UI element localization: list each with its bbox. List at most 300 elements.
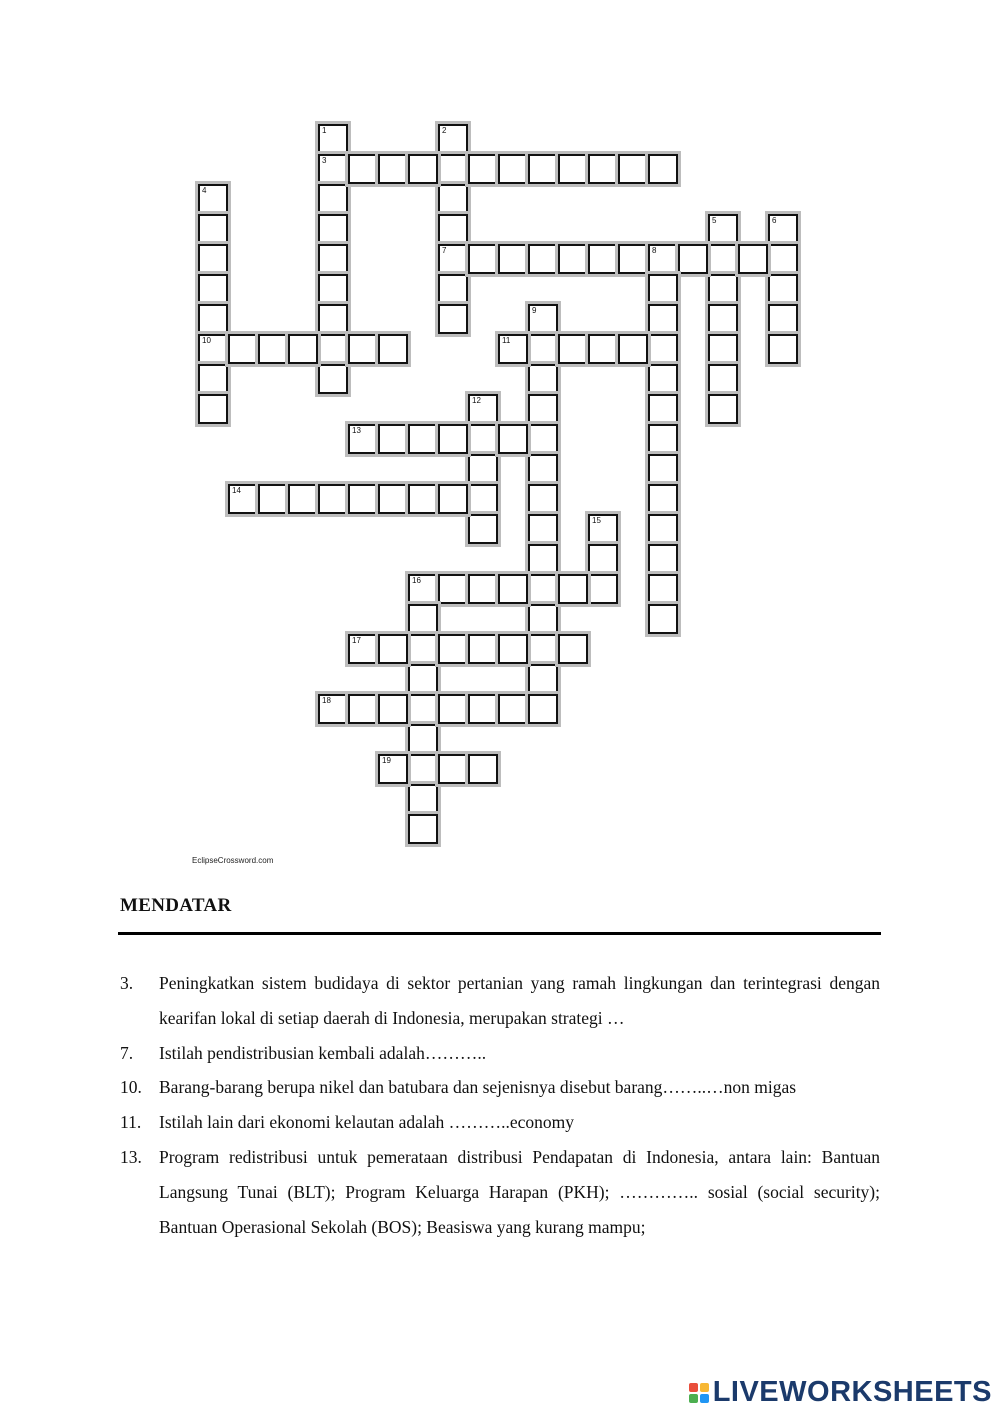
crossword-cell[interactable]	[438, 154, 468, 184]
crossword-letter-input[interactable]	[290, 486, 316, 512]
crossword-cell[interactable]	[648, 244, 678, 274]
crossword-cell[interactable]	[198, 334, 228, 364]
crossword-cell[interactable]	[318, 304, 348, 334]
crossword-cell[interactable]	[348, 484, 378, 514]
crossword-cell[interactable]	[558, 634, 588, 664]
crossword-cell[interactable]	[618, 154, 648, 184]
crossword-cell[interactable]	[318, 184, 348, 214]
crossword-cell[interactable]	[438, 634, 468, 664]
crossword-letter-input[interactable]	[650, 546, 676, 572]
crossword-letter-input[interactable]	[530, 396, 556, 422]
crossword-letter-input[interactable]	[560, 336, 586, 362]
crossword-letter-input[interactable]	[440, 186, 466, 212]
crossword-letter-input[interactable]	[230, 486, 256, 512]
crossword-letter-input[interactable]	[710, 306, 736, 332]
crossword-letter-input[interactable]	[620, 336, 646, 362]
crossword-letter-input[interactable]	[320, 366, 346, 392]
crossword-letter-input[interactable]	[320, 276, 346, 302]
crossword-cell[interactable]	[768, 334, 798, 364]
crossword-letter-input[interactable]	[560, 156, 586, 182]
crossword-cell[interactable]	[288, 334, 318, 364]
crossword-cell[interactable]	[258, 484, 288, 514]
crossword-letter-input[interactable]	[650, 486, 676, 512]
crossword-letter-input[interactable]	[200, 186, 226, 212]
crossword-letter-input[interactable]	[650, 366, 676, 392]
crossword-cell[interactable]	[468, 754, 498, 784]
crossword-letter-input[interactable]	[650, 516, 676, 542]
crossword-letter-input[interactable]	[500, 576, 526, 602]
crossword-cell[interactable]	[468, 454, 498, 484]
crossword-letter-input[interactable]	[590, 546, 616, 572]
crossword-letter-input[interactable]	[650, 306, 676, 332]
crossword-letter-input[interactable]	[770, 276, 796, 302]
crossword-cell[interactable]	[378, 484, 408, 514]
crossword-letter-input[interactable]	[440, 636, 466, 662]
crossword-cell[interactable]	[528, 634, 558, 664]
crossword-letter-input[interactable]	[590, 576, 616, 602]
crossword-cell[interactable]	[708, 394, 738, 424]
crossword-cell[interactable]	[408, 154, 438, 184]
crossword-letter-input[interactable]	[530, 636, 556, 662]
crossword-letter-input[interactable]	[650, 396, 676, 422]
crossword-cell[interactable]	[498, 574, 528, 604]
clue-text: Peningkatkan sistem budidaya di sektor pertanian yang ramah lingkungan dan terintegrasi dengan kearifan lokal di setiap daerah di Indonesia, merupakan strategi …	[159, 973, 880, 1028]
crossword-cell[interactable]	[408, 694, 438, 724]
crossword-letter-input[interactable]	[410, 696, 436, 722]
crossword-cell[interactable]	[198, 214, 228, 244]
crossword-letter-input[interactable]	[560, 636, 586, 662]
crossword-letter-input[interactable]	[350, 486, 376, 512]
crossword-letter-input[interactable]	[320, 156, 346, 182]
crossword-cell[interactable]	[198, 304, 228, 334]
crossword-letter-input[interactable]	[470, 456, 496, 482]
crossword-letter-input[interactable]	[440, 486, 466, 512]
crossword-cell[interactable]	[438, 184, 468, 214]
crossword-letter-input[interactable]	[620, 156, 646, 182]
crossword-cell[interactable]	[528, 604, 558, 634]
clue-number-label: 5	[712, 216, 717, 225]
crossword-cell[interactable]	[438, 304, 468, 334]
crossword-letter-input[interactable]	[620, 246, 646, 272]
crossword-cell[interactable]	[438, 694, 468, 724]
crossword-cell[interactable]	[498, 694, 528, 724]
crossword-letter-input[interactable]	[380, 156, 406, 182]
crossword-cell[interactable]	[648, 364, 678, 394]
crossword-cell[interactable]	[378, 154, 408, 184]
crossword-letter-input[interactable]	[200, 336, 226, 362]
crossword-cell[interactable]	[648, 454, 678, 484]
crossword-letter-input[interactable]	[200, 366, 226, 392]
crossword-letter-input[interactable]	[320, 486, 346, 512]
crossword-cell[interactable]	[618, 334, 648, 364]
crossword-letter-input[interactable]	[530, 546, 556, 572]
crossword-cell[interactable]	[438, 274, 468, 304]
clue-number-label: 12	[472, 396, 481, 405]
crossword-letter-input[interactable]	[410, 786, 436, 812]
crossword-cell[interactable]	[348, 634, 378, 664]
crossword-cell[interactable]	[708, 214, 738, 244]
crossword-cell[interactable]	[558, 154, 588, 184]
crossword-letter-input[interactable]	[200, 216, 226, 242]
crossword-cell[interactable]	[438, 754, 468, 784]
crossword-letter-input[interactable]	[320, 126, 346, 152]
crossword-cell[interactable]	[198, 394, 228, 424]
crossword-cell[interactable]	[318, 694, 348, 724]
crossword-letter-input[interactable]	[710, 276, 736, 302]
crossword-cell[interactable]	[588, 244, 618, 274]
crossword-cell[interactable]	[648, 274, 678, 304]
crossword-letter-input[interactable]	[470, 576, 496, 602]
crossword-letter-input[interactable]	[470, 636, 496, 662]
crossword-cell[interactable]	[468, 514, 498, 544]
crossword-letter-input[interactable]	[440, 756, 466, 782]
crossword-cell[interactable]	[648, 334, 678, 364]
crossword-cell[interactable]	[528, 304, 558, 334]
crossword-letter-input[interactable]	[380, 336, 406, 362]
crossword-letter-input[interactable]	[650, 336, 676, 362]
crossword-cell[interactable]	[738, 244, 768, 274]
crossword-letter-input[interactable]	[320, 216, 346, 242]
crossword-letter-input[interactable]	[320, 246, 346, 272]
crossword-cell[interactable]	[198, 244, 228, 274]
crossword-letter-input[interactable]	[380, 486, 406, 512]
crossword-cell[interactable]	[318, 154, 348, 184]
crossword-letter-input[interactable]	[470, 486, 496, 512]
crossword-letter-input[interactable]	[530, 246, 556, 272]
crossword-cell[interactable]	[588, 154, 618, 184]
crossword-letter-input[interactable]	[710, 246, 736, 272]
crossword-letter-input[interactable]	[650, 276, 676, 302]
crossword-cell[interactable]	[438, 574, 468, 604]
crossword-letter-input[interactable]	[590, 516, 616, 542]
crossword-cell[interactable]	[678, 244, 708, 274]
crossword-cell[interactable]	[318, 274, 348, 304]
crossword-letter-input[interactable]	[500, 156, 526, 182]
crossword-letter-input[interactable]	[410, 576, 436, 602]
crossword-cell[interactable]	[648, 514, 678, 544]
crossword-letter-input[interactable]	[350, 156, 376, 182]
crossword-letter-input[interactable]	[410, 156, 436, 182]
crossword-cell[interactable]	[618, 244, 648, 274]
crossword-cell[interactable]	[468, 694, 498, 724]
crossword-cell[interactable]	[528, 484, 558, 514]
crossword-letter-input[interactable]	[470, 696, 496, 722]
crossword-cell[interactable]	[258, 334, 288, 364]
crossword-letter-input[interactable]	[440, 576, 466, 602]
crossword-cell[interactable]	[228, 334, 258, 364]
crossword-letter-input[interactable]	[530, 366, 556, 392]
clue-number: 7.	[120, 1042, 134, 1063]
crossword-cell[interactable]	[528, 334, 558, 364]
clue-text: Program redistribusi untuk pemerataan distribusi Pendapatan di Indonesia, antara lain: Bantuan Langsung Tunai (BLT); Program Keluarga Harapan (PKH); ………….. sosial (social security); Bantuan Operasional Sekolah (BOS); Beasiswa yang kurang mampu;	[159, 1146, 880, 1237]
crossword-letter-input[interactable]	[530, 426, 556, 452]
crossword-letter-input[interactable]	[530, 576, 556, 602]
crossword-cell[interactable]	[408, 664, 438, 694]
crossword-letter-input[interactable]	[770, 336, 796, 362]
crossword-letter-input[interactable]	[500, 426, 526, 452]
crossword-letter-input[interactable]	[410, 606, 436, 632]
crossword-letter-input[interactable]	[440, 696, 466, 722]
crossword-cell[interactable]	[648, 544, 678, 574]
crossword-cell[interactable]	[438, 244, 468, 274]
crossword-cell[interactable]	[648, 394, 678, 424]
crossword-cell[interactable]	[198, 274, 228, 304]
crossword-letter-input[interactable]	[530, 336, 556, 362]
crossword-cell[interactable]	[588, 574, 618, 604]
crossword-cell[interactable]	[408, 814, 438, 844]
crossword-cell[interactable]	[528, 424, 558, 454]
crossword-letter-input[interactable]	[350, 426, 376, 452]
crossword-letter-input[interactable]	[470, 156, 496, 182]
crossword-cell[interactable]	[498, 634, 528, 664]
crossword-letter-input[interactable]	[410, 426, 436, 452]
crossword-cell[interactable]	[648, 154, 678, 184]
crossword-cell[interactable]	[498, 334, 528, 364]
crossword-cell[interactable]	[378, 754, 408, 784]
brand-name: LIVEWORKSHEETS	[712, 1376, 992, 1408]
crossword-cell[interactable]	[708, 334, 738, 364]
crossword-cell[interactable]	[318, 124, 348, 154]
crossword-letter-input[interactable]	[440, 246, 466, 272]
crossword-letter-input[interactable]	[410, 726, 436, 752]
clue-text: Istilah lain dari ekonomi kelautan adalah ………..economy	[159, 1112, 575, 1133]
crossword-cell[interactable]	[768, 244, 798, 274]
crossword-cell[interactable]	[288, 484, 318, 514]
crossword-letter-input[interactable]	[200, 306, 226, 332]
crossword-cell[interactable]	[708, 244, 738, 274]
crossword-letter-input[interactable]	[410, 636, 436, 662]
crossword-cell[interactable]	[438, 424, 468, 454]
crossword-cell[interactable]	[198, 184, 228, 214]
crossword-cell[interactable]	[438, 484, 468, 514]
crossword-cell[interactable]	[558, 334, 588, 364]
crossword-cell[interactable]	[408, 724, 438, 754]
crossword-letter-input[interactable]	[740, 246, 766, 272]
crossword-letter-input[interactable]	[410, 486, 436, 512]
crossword-letter-input[interactable]	[260, 486, 286, 512]
crossword-letter-input[interactable]	[530, 696, 556, 722]
clue-number-label: 1	[322, 126, 327, 135]
clue-number-label: 6	[772, 216, 777, 225]
crossword-cell[interactable]	[528, 244, 558, 274]
crossword-letter-input[interactable]	[500, 636, 526, 662]
crossword-cell[interactable]	[378, 334, 408, 364]
section-heading: MENDATAR	[120, 895, 232, 916]
crossword-letter-input[interactable]	[500, 696, 526, 722]
crossword-cell[interactable]	[348, 334, 378, 364]
crossword-cell[interactable]	[228, 484, 258, 514]
crossword-cell[interactable]	[408, 604, 438, 634]
crossword-cell[interactable]	[498, 244, 528, 274]
crossword-letter-input[interactable]	[470, 516, 496, 542]
crossword-cell[interactable]	[468, 244, 498, 274]
crossword-cell[interactable]	[408, 574, 438, 604]
crossword-letter-input[interactable]	[530, 486, 556, 512]
logo-square	[700, 1383, 709, 1392]
crossword-cell[interactable]	[468, 574, 498, 604]
crossword-letter-input[interactable]	[650, 606, 676, 632]
crossword-letter-input[interactable]	[440, 306, 466, 332]
crossword-cell[interactable]	[498, 424, 528, 454]
crossword-letter-input[interactable]	[650, 426, 676, 452]
crossword-letter-input[interactable]	[710, 216, 736, 242]
crossword-letter-input[interactable]	[380, 426, 406, 452]
crossword-cell[interactable]	[468, 424, 498, 454]
crossword-cell[interactable]	[528, 514, 558, 544]
crossword-letter-input[interactable]	[410, 666, 436, 692]
crossword-letter-input[interactable]	[410, 756, 436, 782]
crossword-letter-input[interactable]	[500, 336, 526, 362]
crossword-cell[interactable]	[528, 394, 558, 424]
crossword-cell[interactable]	[318, 244, 348, 274]
crossword-letter-input[interactable]	[440, 426, 466, 452]
clue-number-label: 3	[322, 156, 327, 165]
crossword-cell[interactable]	[768, 214, 798, 244]
crossword-cell[interactable]	[318, 214, 348, 244]
crossword-cell[interactable]	[708, 274, 738, 304]
crossword-letter-input[interactable]	[530, 306, 556, 332]
crossword-letter-input[interactable]	[680, 246, 706, 272]
clue-item	[120, 1105, 880, 1140]
crossword-cell[interactable]	[468, 634, 498, 664]
crossword-letter-input[interactable]	[560, 576, 586, 602]
crossword-letter-input[interactable]	[440, 276, 466, 302]
crossword-cell[interactable]	[408, 484, 438, 514]
crossword-cell[interactable]	[648, 484, 678, 514]
clue-number-label: 15	[592, 516, 601, 525]
crossword-letter-input[interactable]	[230, 336, 256, 362]
crossword-letter-input[interactable]	[380, 756, 406, 782]
crossword-letter-input[interactable]	[530, 456, 556, 482]
crossword-letter-input[interactable]	[440, 126, 466, 152]
crossword-cell[interactable]	[408, 634, 438, 664]
clue-number-label: 17	[352, 636, 361, 645]
crossword-letter-input[interactable]	[410, 816, 436, 842]
crossword-letter-input[interactable]	[530, 516, 556, 542]
crossword-letter-input[interactable]	[590, 336, 616, 362]
crossword-cell[interactable]	[318, 364, 348, 394]
crossword-letter-input[interactable]	[470, 426, 496, 452]
crossword-cell[interactable]	[648, 574, 678, 604]
crossword-letter-input[interactable]	[530, 156, 556, 182]
crossword-cell[interactable]	[588, 514, 618, 544]
crossword-cell[interactable]	[588, 334, 618, 364]
clue-number-label: 4	[202, 186, 207, 195]
crossword-cell[interactable]	[528, 454, 558, 484]
crossword-letter-input[interactable]	[320, 336, 346, 362]
crossword-letter-input[interactable]	[290, 336, 316, 362]
crossword-cell[interactable]	[408, 784, 438, 814]
crossword-cell[interactable]	[378, 694, 408, 724]
logo-square	[700, 1394, 709, 1403]
crossword-cell[interactable]	[348, 694, 378, 724]
crossword-cell[interactable]	[528, 154, 558, 184]
crossword-letter-input[interactable]	[590, 156, 616, 182]
crossword-cell[interactable]	[438, 124, 468, 154]
crossword-cell[interactable]	[708, 304, 738, 334]
crossword-cell[interactable]	[528, 544, 558, 574]
crossword-letter-input[interactable]	[560, 246, 586, 272]
crossword-letter-input[interactable]	[590, 246, 616, 272]
crossword-cell[interactable]	[348, 154, 378, 184]
crossword-letter-input[interactable]	[200, 396, 226, 422]
crossword-letter-input[interactable]	[320, 186, 346, 212]
crossword-letter-input[interactable]	[530, 606, 556, 632]
crossword-letter-input[interactable]	[380, 636, 406, 662]
crossword-cell[interactable]	[438, 214, 468, 244]
crossword-letter-input[interactable]	[260, 336, 286, 362]
crossword-cell[interactable]	[648, 604, 678, 634]
clue-item	[120, 1070, 880, 1105]
crossword-letter-input[interactable]	[440, 216, 466, 242]
crossword-cell[interactable]	[528, 664, 558, 694]
crossword-letter-input[interactable]	[650, 156, 676, 182]
crossword-letter-input[interactable]	[200, 276, 226, 302]
crossword-cell[interactable]	[468, 154, 498, 184]
crossword-letter-input[interactable]	[320, 696, 346, 722]
crossword-cell[interactable]	[588, 544, 618, 574]
crossword-cell[interactable]	[558, 244, 588, 274]
crossword-cell[interactable]	[408, 754, 438, 784]
crossword-cell[interactable]	[768, 274, 798, 304]
crossword-cell[interactable]	[648, 424, 678, 454]
crossword-cell[interactable]	[528, 364, 558, 394]
crossword-letter-input[interactable]	[470, 756, 496, 782]
crossword-letter-input[interactable]	[320, 306, 346, 332]
crossword-cell[interactable]	[558, 574, 588, 604]
crossword-letter-input[interactable]	[470, 396, 496, 422]
crossword-letter-input[interactable]	[350, 636, 376, 662]
crossword-cell[interactable]	[318, 334, 348, 364]
crossword-letter-input[interactable]	[530, 666, 556, 692]
crossword-cell[interactable]	[468, 394, 498, 424]
crossword-letter-input[interactable]	[500, 246, 526, 272]
crossword-cell[interactable]	[528, 694, 558, 724]
crossword-letter-input[interactable]	[470, 246, 496, 272]
crossword-letter-input[interactable]	[770, 216, 796, 242]
crossword-cell[interactable]	[528, 574, 558, 604]
crossword-letter-input[interactable]	[350, 696, 376, 722]
crossword-letter-input[interactable]	[380, 696, 406, 722]
crossword-cell[interactable]	[468, 484, 498, 514]
crossword-cell[interactable]	[708, 364, 738, 394]
crossword-cell[interactable]	[318, 484, 348, 514]
crossword-cell[interactable]	[348, 424, 378, 454]
crossword-letter-input[interactable]	[200, 246, 226, 272]
crossword-letter-input[interactable]	[710, 366, 736, 392]
liveworksheets-icon	[689, 1383, 709, 1403]
crossword-cell[interactable]	[378, 634, 408, 664]
crossword-cell[interactable]	[648, 304, 678, 334]
divider	[118, 932, 881, 935]
crossword-cell[interactable]	[198, 364, 228, 394]
crossword-cell[interactable]	[498, 154, 528, 184]
crossword-letter-input[interactable]	[350, 336, 376, 362]
crossword-letter-input[interactable]	[710, 396, 736, 422]
crossword-letter-input[interactable]	[770, 246, 796, 272]
crossword-letter-input[interactable]	[440, 156, 466, 182]
crossword-letter-input[interactable]	[770, 306, 796, 332]
crossword-letter-input[interactable]	[650, 576, 676, 602]
crossword-letter-input[interactable]	[710, 336, 736, 362]
crossword-letter-input[interactable]	[650, 456, 676, 482]
crossword-cell[interactable]	[378, 424, 408, 454]
clue-number-label: 9	[532, 306, 537, 315]
clue-number-label: 19	[382, 756, 391, 765]
crossword-cell[interactable]	[408, 424, 438, 454]
crossword-cell[interactable]	[768, 304, 798, 334]
crossword-letter-input[interactable]	[650, 246, 676, 272]
